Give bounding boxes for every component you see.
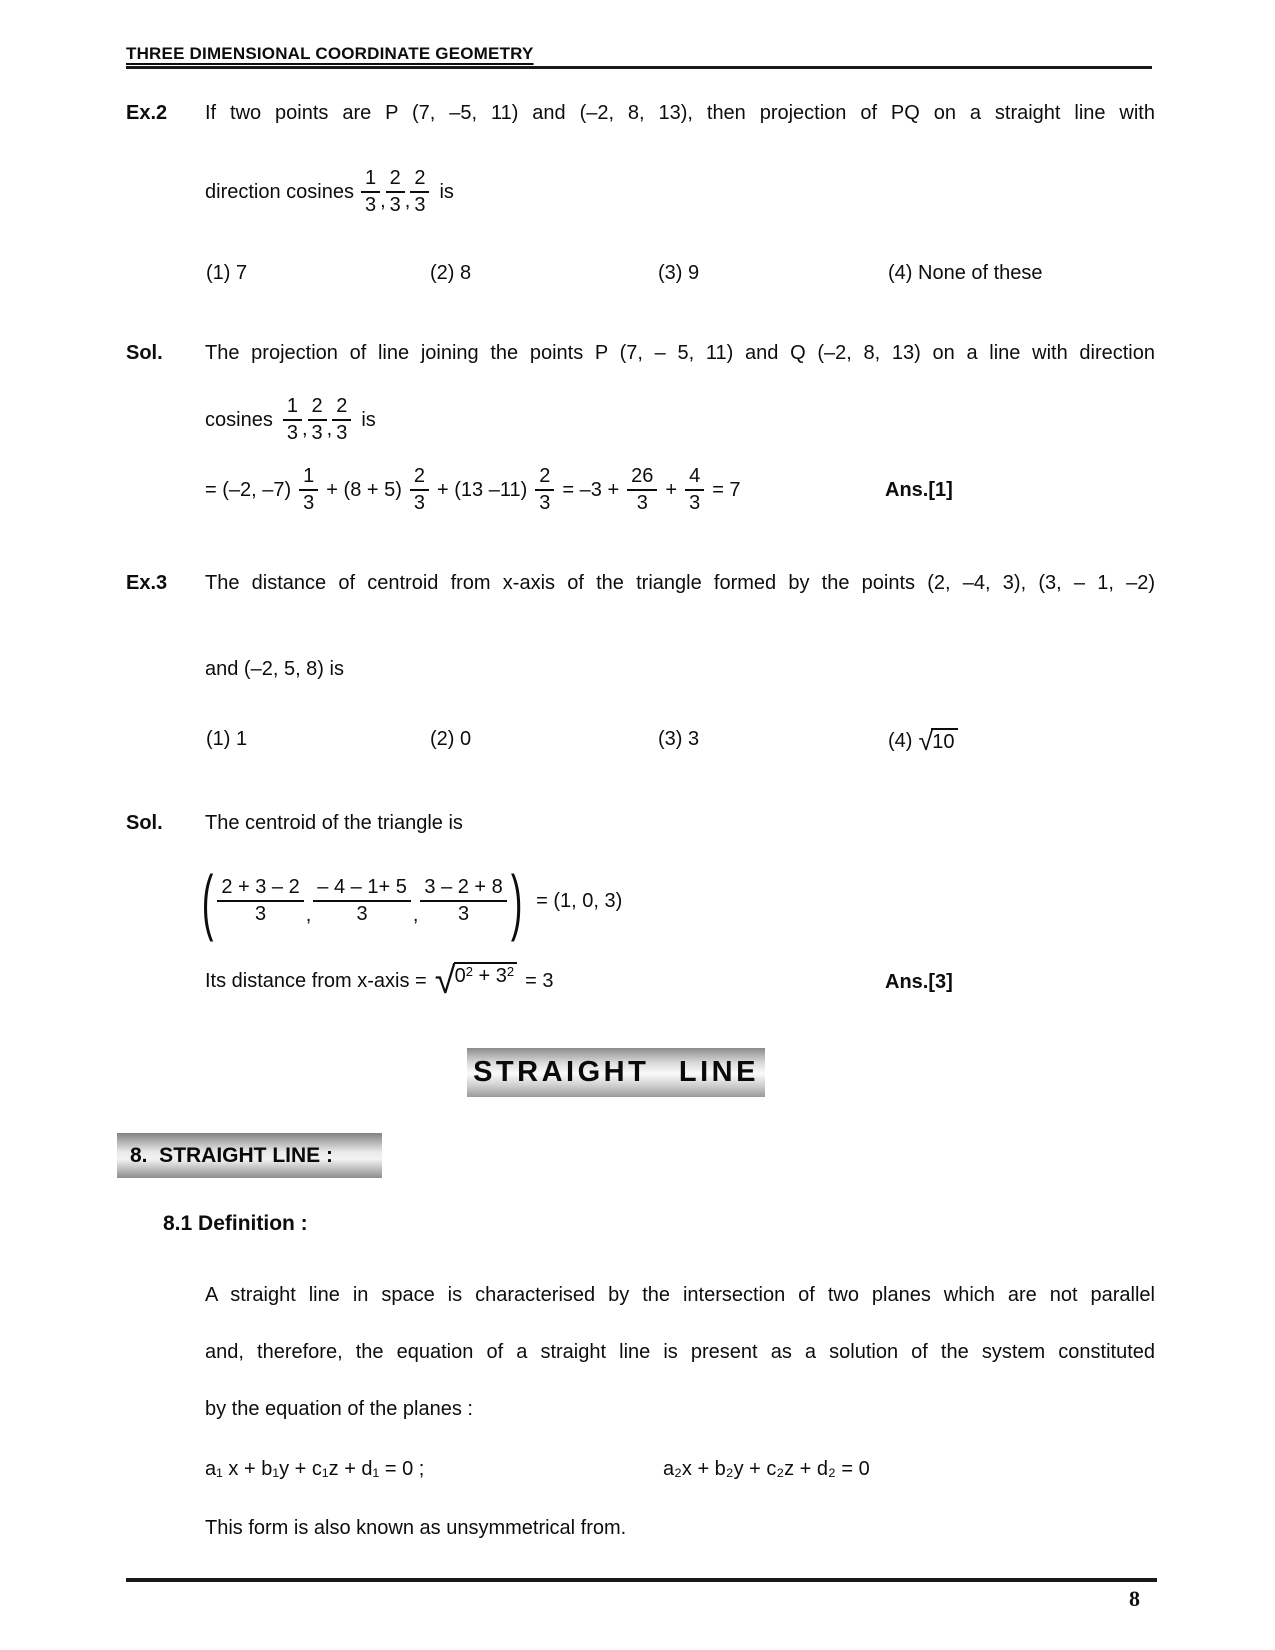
page-title: THREE DIMENSIONAL COORDINATE GEOMETRY	[126, 44, 534, 63]
sqrt-body: $0^2 + 3^2$	[454, 962, 518, 987]
ex3-question-line1: The distance of centroid from x-axis of the triangle formed by the points (2, –4, 3), (3, – 1, –2)	[205, 572, 1155, 594]
sol3-centroid-formula	[200, 859, 623, 943]
comma: ,	[301, 417, 308, 440]
sol3-line1: The centroid of the triangle is	[205, 812, 463, 834]
fraction: $\frac{2}{3}$	[410, 167, 429, 217]
plane-equation-2: a₂x + b₂y + c₂z + d₂ = 0	[663, 1458, 870, 1480]
comma: ,	[326, 417, 333, 440]
ex2-cosines-line	[205, 160, 454, 224]
distance-prefix: Its distance from x-axis =	[205, 969, 427, 992]
ex2-label: Ex.2	[126, 102, 168, 124]
comma: ,	[412, 903, 419, 926]
ex2-cosines-suffix: is	[439, 180, 454, 203]
ex2-question-line1: If two points are P (7, –5, 11) and (–2, 8, 13), then projection of PQ on a straight line with	[205, 102, 1155, 124]
closing-line: This form is also known as unsymmetrical from.	[205, 1517, 627, 1539]
fraction: $\frac{2 + 3 - 2}{3}$	[217, 876, 303, 926]
eq-term: + (13 –11)	[437, 478, 528, 501]
sol2-answer: Ans.[1]	[885, 479, 953, 501]
fraction: $\frac{4}{3}$	[685, 465, 704, 515]
sol2-line1: The projection of line joining the points P (7, – 5, 11) and Q (–2, 8, 13) on a line with direction	[205, 342, 1155, 364]
ex2-option-1: (1) 7	[206, 262, 248, 284]
page-number: 8	[1129, 1586, 1140, 1611]
fraction: $\frac{1}{3}$	[299, 465, 318, 515]
ex3-option-4-label: (4)	[888, 730, 913, 752]
subsection-heading: 8.1 Definition :	[163, 1212, 308, 1235]
definition-para-line3: by the equation of the planes :	[205, 1398, 473, 1420]
eq-term: = 7	[712, 478, 741, 501]
fraction: $\frac{- 4 - 1+ 5}{3}$	[313, 876, 411, 926]
fraction: $\frac{2}{3}$	[308, 395, 327, 445]
fraction: $\frac{2}{3}$	[410, 465, 429, 515]
definition-para-line2: and, therefore, the equation of a straight line is present as a solution of the system constituted	[205, 1341, 1155, 1363]
close-paren: )	[510, 859, 523, 943]
ex2-cosines-prefix: direction cosines	[205, 180, 354, 203]
sol2-row	[126, 340, 1155, 366]
sol2-cosines-line	[205, 392, 376, 448]
eq-term: +	[665, 478, 678, 501]
eq-term: = (–2, –7)	[205, 478, 292, 501]
fraction: $\frac{2}{3}$	[535, 465, 554, 515]
comma: ,	[404, 189, 411, 212]
sol2-cosines-fractions	[283, 395, 352, 445]
ex2-option-3: (3) 9	[658, 262, 700, 284]
radical-sign: √	[434, 960, 456, 1002]
sol3-label: Sol.	[126, 812, 163, 834]
ex3-option-3: (3) 3	[658, 728, 700, 750]
fraction: $\frac{1}{3}$	[361, 167, 380, 217]
sol2-cosines-prefix: cosines	[205, 408, 273, 431]
ex3-option-2: (2) 0	[430, 728, 472, 750]
plane-equation-1: a₁ x + b₁y + c₁z + d₁ = 0 ;	[205, 1458, 425, 1480]
ex3-option-1: (1) 1	[206, 728, 248, 750]
sqrt-expression	[435, 962, 517, 1000]
header-rule	[126, 66, 1152, 69]
sol2-equation	[205, 462, 741, 518]
footer-rule	[126, 1578, 1157, 1582]
ex2-option-2: (2) 8	[430, 262, 472, 284]
sqrt-10: √ 10	[918, 728, 957, 755]
sol2-cosines-suffix: is	[361, 408, 376, 431]
ex3-question-row	[126, 570, 1155, 596]
ex3-question-line2: and (–2, 5, 8) is	[205, 658, 344, 680]
section-heading-box: 8. STRAIGHT LINE :	[117, 1133, 382, 1178]
fraction: $\frac{1}{3}$	[283, 395, 302, 445]
ex2-option-4: (4) None of these	[888, 262, 1043, 284]
comma: ,	[380, 189, 386, 212]
fraction: $\frac{3 - 2 + 8}{3}$	[420, 876, 506, 926]
radical-sign: √	[918, 726, 934, 756]
eq-term: = –3 +	[562, 478, 620, 501]
eq-term: + (8 + 5)	[326, 478, 402, 501]
sol3-row	[126, 810, 1155, 836]
open-paren: (	[201, 859, 214, 943]
comma: ,	[305, 903, 312, 926]
fraction: $\frac{2}{3}$	[332, 395, 351, 445]
ex2-cosines-fractions	[361, 167, 430, 217]
fraction: $\frac{2}{3}$	[386, 167, 405, 217]
ex2-question-row	[126, 100, 1155, 126]
sol3-distance-line	[205, 962, 554, 1000]
fraction: $\frac{26}{3}$	[627, 465, 657, 515]
centroid-result: = (1, 0, 3)	[536, 889, 623, 912]
sol3-answer: Ans.[3]	[885, 971, 953, 993]
ex3-option-4	[888, 728, 958, 755]
ex3-label: Ex.3	[126, 572, 168, 594]
straight-line-banner: STRAIGHT LINE	[467, 1048, 765, 1097]
distance-result: = 3	[525, 969, 554, 992]
definition-para-line1: A straight line in space is characterised by the intersection of two planes which are not parallel	[205, 1284, 1155, 1306]
sol2-label: Sol.	[126, 342, 163, 364]
